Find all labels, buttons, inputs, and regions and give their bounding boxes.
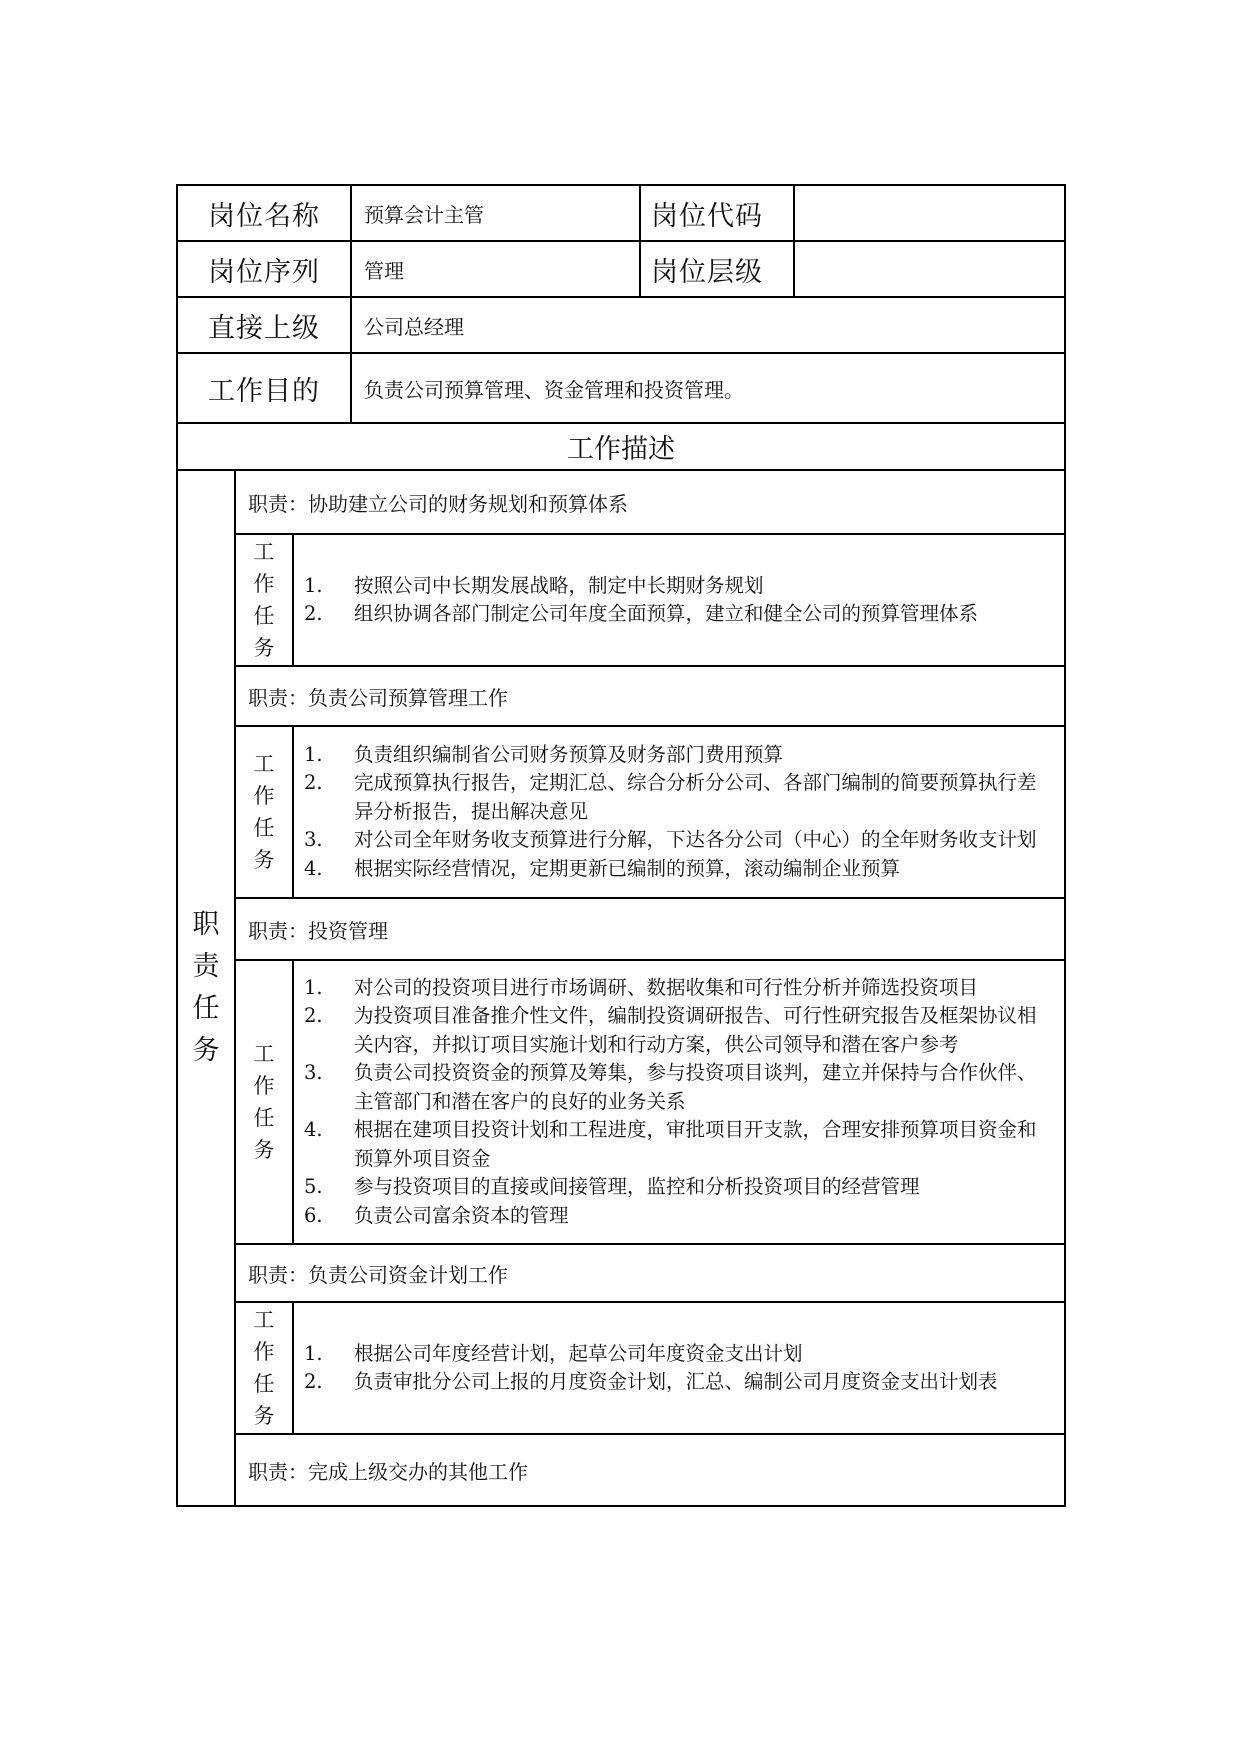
list-item: 1. 对公司的投资项目进行市场调研、数据收集和可行性分析并筛选投资项目 — [304, 975, 979, 999]
position-name-label: 岗位名称 — [177, 185, 351, 241]
purpose-value: 负责公司预算管理、资金管理和投资管理。 — [351, 353, 1065, 423]
row-description-title — [177, 423, 1065, 470]
task-label: 工 作 任 务 — [235, 726, 293, 898]
duty-title: 职责：投资管理 — [235, 898, 1065, 960]
position-level-value — [794, 241, 1065, 297]
task-list-cell — [293, 534, 1065, 666]
superior-value: 公司总经理 — [351, 297, 1065, 353]
row-position-series — [177, 241, 1065, 297]
task-list-cell — [293, 726, 1065, 898]
duty-row — [177, 898, 1065, 960]
list-item: 1. 负责组织编制省公司财务预算及财务部门费用预算 — [304, 742, 784, 766]
list-item: 3. 负责公司投资资金的预算及筹集，参与投资项目谈判，建立并保持与合作伙伴、主管部门和潜在客户的良好的业务关系 — [304, 1061, 1037, 1113]
list-item: 2. 完成预算执行报告，定期汇总、综合分析分公司、各部门编制的简要预算执行差异分析报告，提出解决意见 — [304, 771, 1037, 823]
purpose-label: 工作目的 — [177, 353, 351, 423]
list-item: 2. 为投资项目准备推介性文件，编制投资调研报告、可行性研究报告及框架协议相关内容，并拟订项目实施计划和行动方案，供公司领导和潜在客户参考 — [304, 1004, 1037, 1056]
list-item: 4. 根据实际经营情况，定期更新已编制的预算，滚动编制企业预算 — [304, 856, 901, 880]
duty-title: 职责：负责公司预算管理工作 — [235, 666, 1065, 726]
job-description-table — [176, 184, 1066, 1507]
position-series-value: 管理 — [351, 241, 640, 297]
list-item: 2. 组织协调各部门制定公司年度全面预算，建立和健全公司的预算管理体系 — [304, 602, 979, 625]
duty-title: 职责：完成上级交办的其他工作 — [235, 1434, 1065, 1506]
duty-row — [177, 666, 1065, 726]
job-description-document — [176, 184, 1064, 1507]
task-list — [294, 741, 1064, 884]
row-purpose — [177, 353, 1065, 423]
duty-row — [177, 1244, 1065, 1302]
position-name-value: 预算会计主管 — [351, 185, 640, 241]
description-title: 工作描述 — [177, 423, 1065, 470]
list-item: 5. 参与投资项目的直接或间接管理，监控和分析投资项目的经营管理 — [304, 1175, 920, 1199]
list-item: 1. 根据公司年度经营计划，起草公司年度资金支出计划 — [304, 1341, 803, 1365]
superior-label: 直接上级 — [177, 297, 351, 353]
list-item: 1. 按照公司中长期发展战略，制定中长期财务规划 — [304, 573, 764, 597]
task-label: 工 作 任 务 — [235, 534, 293, 666]
list-item: 3. 对公司全年财务收支预算进行分解，下达各分公司（中心）的全年财务收支计划 — [304, 828, 1037, 852]
duty-row — [177, 470, 1065, 534]
task-list-cell — [293, 960, 1065, 1244]
task-list — [294, 1340, 1064, 1397]
task-label: 工 作 任 务 — [235, 960, 293, 1244]
position-code-label: 岗位代码 — [640, 185, 794, 241]
list-item: 2. 负责审批分公司上报的月度资金计划，汇总、编制公司月度资金支出计划表 — [304, 1370, 998, 1393]
task-list-cell — [293, 1302, 1065, 1434]
duty-row — [177, 1434, 1065, 1506]
position-series-label: 岗位序列 — [177, 241, 351, 297]
duty-title: 职责：负责公司资金计划工作 — [235, 1244, 1065, 1302]
task-row — [177, 1302, 1065, 1434]
task-row — [177, 534, 1065, 666]
position-code-value — [794, 185, 1065, 241]
task-row — [177, 726, 1065, 898]
side-label-duties-tasks: 职 责 任 务 — [177, 470, 235, 1506]
task-list — [294, 974, 1064, 1231]
row-position-name — [177, 185, 1065, 241]
duty-title: 职责：协助建立公司的财务规划和预算体系 — [235, 470, 1065, 534]
list-item: 6. 负责公司富余资本的管理 — [304, 1203, 569, 1227]
row-superior — [177, 297, 1065, 353]
task-list — [294, 572, 1064, 629]
task-label: 工 作 任 务 — [235, 1302, 293, 1434]
list-item: 4. 根据在建项目投资计划和工程进度，审批项目开支款，合理安排预算项目资金和预算外项目资金 — [304, 1118, 1037, 1170]
position-level-label: 岗位层级 — [640, 241, 794, 297]
task-row — [177, 960, 1065, 1244]
